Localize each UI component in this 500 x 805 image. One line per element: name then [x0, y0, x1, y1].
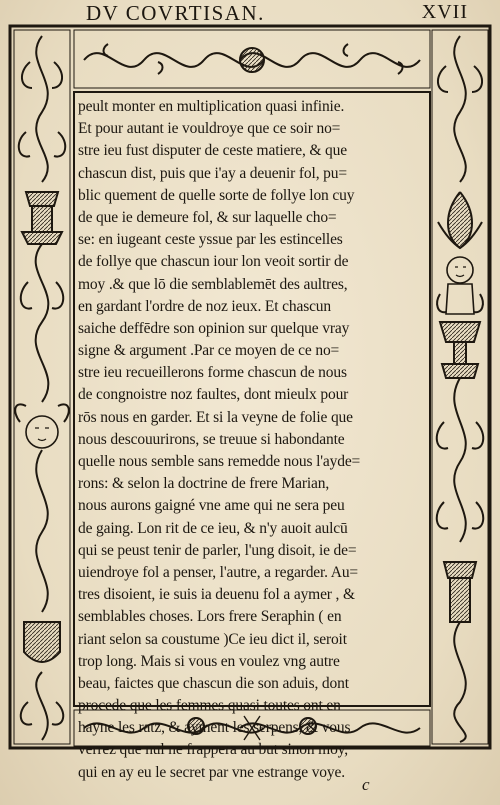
- text-line: en gardant l'ordre de noz ieux. Et chascun: [78, 297, 331, 315]
- text-line: nous descouurirons, se treuue si habondante: [78, 430, 345, 448]
- text-line: uiendroye fol a penser, l'autre, a regarder. Au=: [78, 563, 359, 581]
- text-line: procede que les femmes quasi toutes ont en: [78, 697, 341, 715]
- text-line: stre ieu fust disputer de ceste matiere, & que: [78, 142, 347, 160]
- text-line: de congnoistre noz faultes, dont mieulx pour: [78, 386, 349, 404]
- text-line: de que ie demeure fol, & sur laquelle cho=: [78, 208, 337, 226]
- text-line: qui se peust tenir de parler, l'ung disoit, ie de=: [78, 541, 357, 559]
- signature-mark: c: [362, 775, 370, 794]
- text-line: rōs nous en garder. Et si la veyne de folie que: [78, 408, 353, 426]
- top-band-ornament: [74, 30, 430, 88]
- text-line: verrez que nul ne frappera au but sinon moy,: [78, 741, 349, 759]
- folio-number: XVII: [421, 1, 468, 23]
- text-line: stre ieu recueillerons forme chascun de nous: [78, 364, 347, 382]
- text-line: trop long. Mais si vous en voulez vng autre: [78, 652, 340, 670]
- text-line: blic quement de quelle sorte de follye lon cuy: [78, 186, 355, 204]
- text-line: rons: & selon la doctrine de frere Marian,: [78, 475, 330, 493]
- text-line: semblables choses. Lors frere Seraphin ( en: [78, 608, 342, 626]
- text-line: de follye que chascun iour lon veoit sortir de: [78, 253, 349, 271]
- text-line: signe & argument .Par ce moyen de ce no=: [78, 342, 340, 360]
- text-line: peult monter en multiplication quasi infinie.: [78, 98, 345, 115]
- body-text: [78, 96, 428, 781]
- text-line: qui en ay eu le secret par vne estrange voye.: [78, 763, 345, 781]
- text-line: beau, faictes que chascun die son aduis, dont: [78, 674, 349, 692]
- text-line: Et pour autant ie vouldroye que ce soir no=: [78, 120, 341, 138]
- right-column-ornament: [432, 30, 488, 744]
- running-title: DV COVRTISAN.: [86, 1, 265, 25]
- left-column-ornament: [14, 30, 70, 744]
- text-line: tres disoient, ie suis ia deuenu fol a aymer , &: [78, 586, 355, 604]
- text-line: hayne les ratz, & ayment les serpens, & vous: [78, 719, 351, 737]
- text-line: moy .& que lō die semblablemēt des aultres,: [78, 275, 348, 293]
- text-line: se: en iugeant ceste yssue par les estincelles: [78, 231, 343, 249]
- text-line: saiche deffēdre son opinion sur quelque vray: [78, 319, 350, 337]
- text-line: quelle nous semble sans remedde nous l'ayde=: [78, 453, 361, 470]
- text-line: nous aurons gaigné vne ame qui ne sera peu: [78, 497, 345, 515]
- text-line: riant selon sa coustume )Ce ieu dict il, seroit: [78, 630, 347, 648]
- text-line: chascun dist, puis que i'ay a deuenir fol, pu=: [78, 164, 347, 182]
- text-line: de gaing. Lon rit de ce ieu, & n'y auoit aulcū: [78, 519, 348, 537]
